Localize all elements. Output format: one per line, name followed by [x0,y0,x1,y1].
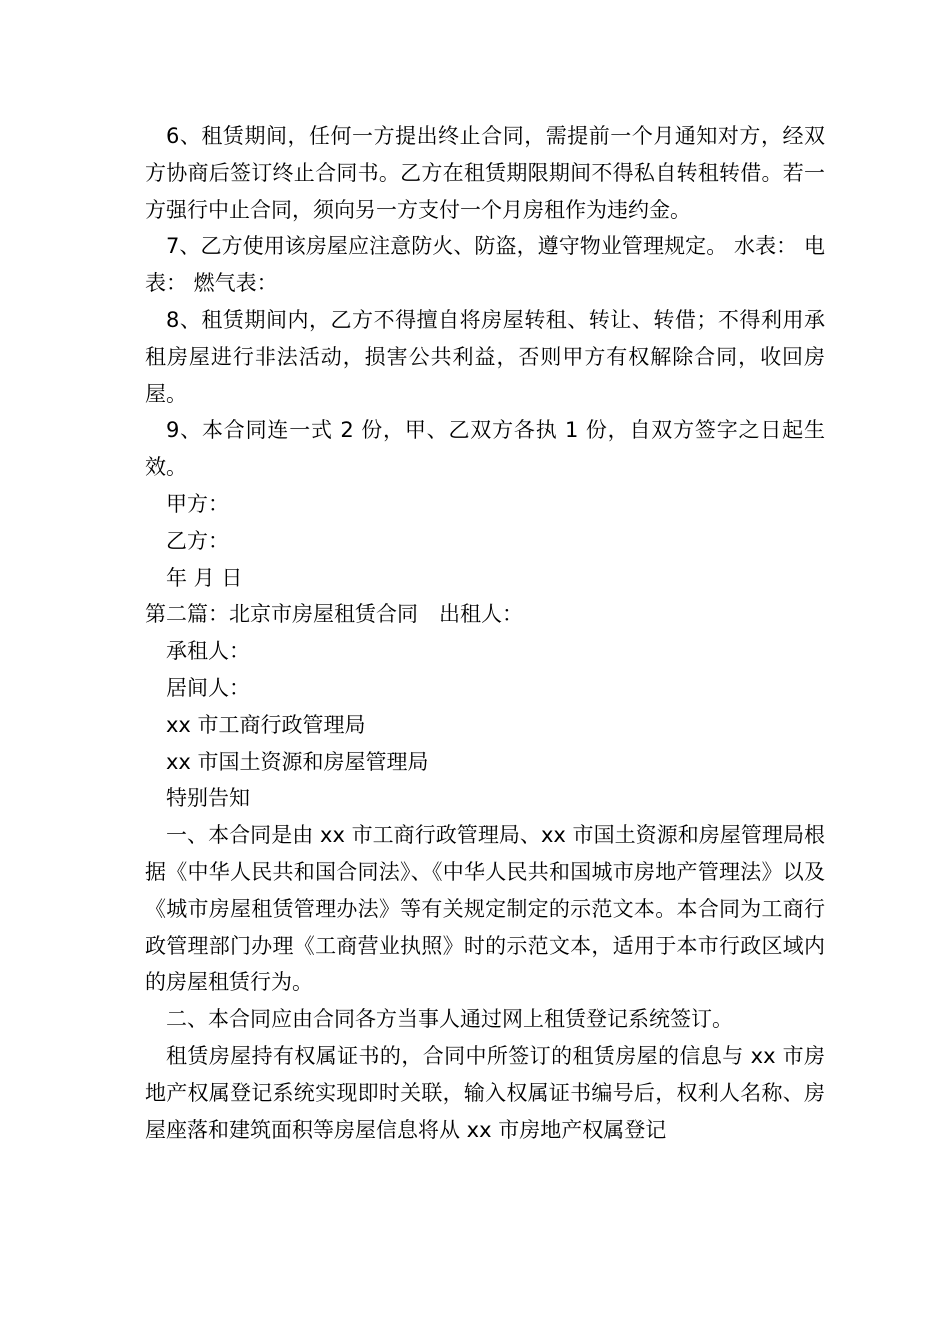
date-line: 年 月 日 [166,565,243,590]
section-two-heading: 第二篇：北京市房屋租赁合同 出租人： [145,602,523,627]
document-page [145,118,825,1148]
clause-7-paragraph: 7、乙方使用该房屋应注意防火、防盗，遵守物业管理规定。 水表： 电表： 燃气表： [145,234,825,296]
issuer-bureau-land: xx 市国土资源和房屋管理局 [166,749,429,774]
party-b-line: 乙方： [166,528,229,553]
intermediary-line: 居间人： [166,675,250,700]
lessee-line: 承租人： [166,639,250,664]
notice-item-2-detail: 租赁房屋持有权属证书的，合同中所签订的租赁房屋的信息与 xx 市房地产权属登记系统实现即时关联，输入权属证书编号后，权利人名称、房屋座落和建筑面积等房屋信息将从 xx 市房地产权属登记 [145,1043,825,1142]
issuer-bureau-commerce: xx 市工商行政管理局 [166,712,366,737]
party-a-line: 甲方： [166,491,229,516]
clause-8-paragraph: 8、租赁期间内，乙方不得擅自将房屋转租、转让、转借；不得利用承租房屋进行非法活动，损害公共利益，否则甲方有权解除合同，收回房屋。 [145,307,825,406]
notice-item-2: 二、本合同应由合同各方当事人通过网上租赁登记系统签订。 [166,1007,733,1032]
special-notice-heading: 特别告知 [166,786,250,811]
clause-6-paragraph: 6、租赁期间，任何一方提出终止合同，需提前一个月通知对方，经双方协商后签订终止合同书。乙方在租赁期限期间不得私自转租转借。若一方强行中止合同，须向另一方支付一个月房租作为违约金。 [145,124,825,222]
clause-9-paragraph: 9、本合同连一式 2 份，甲、乙双方各执 1 份，自双方签字之日起生效。 [145,418,825,480]
notice-item-1: 一、本合同是由 xx 市工商行政管理局、xx 市国土资源和房屋管理局根据《中华人民共和国合同法》、《中华人民共和国城市房地产管理法》以及《城市房屋租赁管理办法》等有关规定制定的示范文本。本合同为工商行政管理部门办理《工商营业执照》时的示范文本，适用于本市行政区域内的房屋租赁行为。 [145,823,825,995]
